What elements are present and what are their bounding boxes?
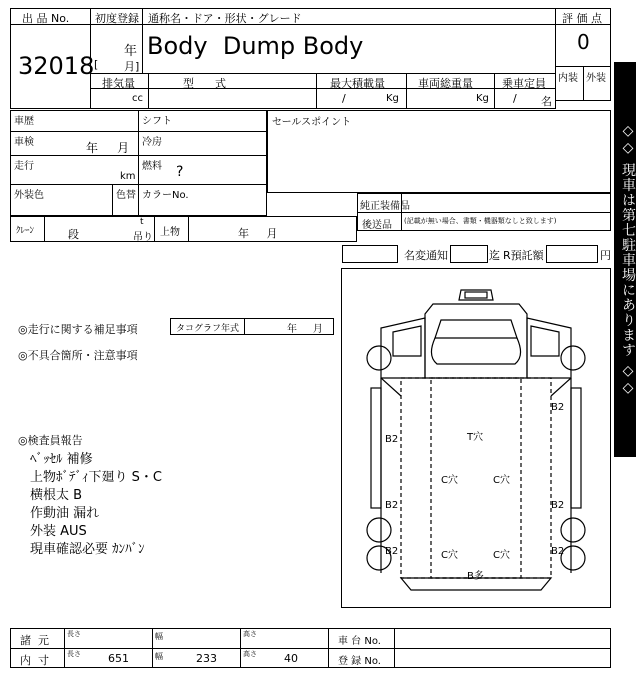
fuel-label: 燃料 <box>142 161 162 172</box>
length-label-1: 長さ <box>67 630 81 638</box>
mark-t-hole: T穴 <box>467 432 484 443</box>
length-label-2: 長さ <box>67 650 81 658</box>
mark-c-hole-4: C穴 <box>493 550 510 561</box>
height-label-1: 高さ <box>243 630 257 638</box>
color-change-label: 色替 <box>116 190 136 201</box>
ext-color-label: 外装色 <box>14 190 44 201</box>
inner-height: 40 <box>284 652 298 665</box>
name-change-input[interactable] <box>342 245 398 263</box>
vehicle-name-label: 通称名・ドア・形状・グレード <box>148 12 302 25</box>
cc-unit: cc <box>132 93 143 104</box>
delivery-label: 後送品 <box>362 220 392 231</box>
mark-c-hole-1: C穴 <box>441 475 458 486</box>
inner-label: 内 寸 <box>20 654 49 667</box>
inspector-line-6: 現車確認必要 ｶﾝﾊﾞﾝ <box>30 542 145 557</box>
r-deposit-label: R預託額 <box>503 249 544 262</box>
displacement-label: 排気量 <box>102 77 135 90</box>
max-load-label: 最大積載量 <box>330 77 385 90</box>
tacho-label: タコグラフ年式 <box>176 324 240 334</box>
inspector-report-label: ◎検査員報告 <box>18 434 83 447</box>
lot-number-label: 出 品 No. <box>22 12 70 25</box>
km-unit: km <box>120 171 136 182</box>
inspector-line-5: 外装 AUS <box>30 524 87 539</box>
crane-stage: 段 <box>68 228 79 241</box>
inner-width: 233 <box>196 652 217 665</box>
capacity-slash: / <box>513 92 517 105</box>
model-label: 型 式 <box>183 77 226 90</box>
shift-label: シフト <box>142 116 172 127</box>
mark-b2-right-low: B2 <box>551 500 565 511</box>
inspector-line-3: 横根太 B <box>30 488 83 503</box>
gross-weight-label: 車両総重量 <box>418 77 473 90</box>
capacity-label: 乗車定員 <box>502 77 546 90</box>
crane-ton: t <box>140 217 144 227</box>
load-kg-unit: Kg <box>386 93 399 104</box>
inner-length: 651 <box>108 652 129 665</box>
delivery-note: (記載が無い場合、書類・機器類なしと致します) <box>404 217 557 225</box>
dims-label: 諸 元 <box>20 634 49 647</box>
parking-notice-banner: ◇◇ 現車は第七駐車場にあります ◇◇ <box>614 62 636 457</box>
mark-b-many: B多 <box>467 571 484 582</box>
deadline-input[interactable] <box>450 245 488 263</box>
driving-remarks-label: ◎走行に関する補足事項 <box>18 323 138 336</box>
sales-point-label: セールスポイント <box>272 117 352 128</box>
tacho-value: 年 月 <box>287 324 323 335</box>
color-code-label: カラーNo. <box>142 190 189 201</box>
first-reg-year-unit: 年 <box>124 44 138 59</box>
crane-suspend: 吊り <box>133 232 153 243</box>
history-label: 車歴 <box>14 116 34 127</box>
interior-label: 内装 <box>558 73 578 84</box>
width-label-2: 幅 <box>155 652 163 661</box>
deadline-label: 迄 <box>489 249 500 262</box>
mark-b2-right-bottom: B2 <box>551 546 565 557</box>
inspector-line-1: ﾍﾞｯｾﾙ 補修 <box>30 452 93 467</box>
lot-number: 32018 <box>18 52 95 80</box>
inspection-label: 車検 <box>14 137 34 148</box>
first-reg-label: 初度登録 <box>95 12 139 25</box>
mileage-label: 走行 <box>14 161 34 172</box>
genuine-equip-label: 純正装備品 <box>360 201 410 212</box>
fuel-value: ? <box>176 164 184 180</box>
inspection-value: 年 月 <box>86 141 130 155</box>
score-value: 0 <box>577 30 590 54</box>
gross-kg-unit: Kg <box>476 93 489 104</box>
persons-unit: 名 <box>541 95 552 108</box>
mark-b2-left-mid: B2 <box>385 434 399 445</box>
width-label-1: 幅 <box>155 632 163 641</box>
crane-label: ｸﾚｰﾝ <box>16 226 35 236</box>
r-deposit-input[interactable] <box>546 245 598 263</box>
mark-c-hole-3: C穴 <box>441 550 458 561</box>
yen-unit: 円 <box>600 249 611 262</box>
mark-b2-left-low: B2 <box>385 500 399 511</box>
exterior-label: 外装 <box>586 73 606 84</box>
registration-label: 登 録 No. <box>338 656 381 667</box>
vehicle-name: Body Dump Body <box>147 32 364 60</box>
ac-label: 冷房 <box>142 137 162 148</box>
defect-remarks-label: ◎不具合箇所・注意事項 <box>18 349 138 362</box>
mark-b2-right-top: B2 <box>551 402 565 413</box>
load-slash: / <box>342 92 346 105</box>
bracket-open: [ <box>94 58 99 71</box>
roof-date: 年 月 <box>238 227 278 240</box>
crane-box <box>10 216 357 242</box>
score-label: 評 価 点 <box>562 12 602 25</box>
chassis-label: 車 台 No. <box>338 636 381 647</box>
roof-label: 上物 <box>160 227 180 238</box>
mark-c-hole-2: C穴 <box>493 475 510 486</box>
first-reg-month-unit: 月] <box>124 60 140 73</box>
inspector-line-4: 作動油 漏れ <box>30 506 100 521</box>
mark-b2-left-bottom: B2 <box>385 546 399 557</box>
height-label-2: 高さ <box>243 650 257 658</box>
inspector-line-2: 上物ﾎﾞﾃﾞｨ下廻り S・C <box>30 470 162 485</box>
name-change-label: 名変通知 <box>404 249 448 262</box>
